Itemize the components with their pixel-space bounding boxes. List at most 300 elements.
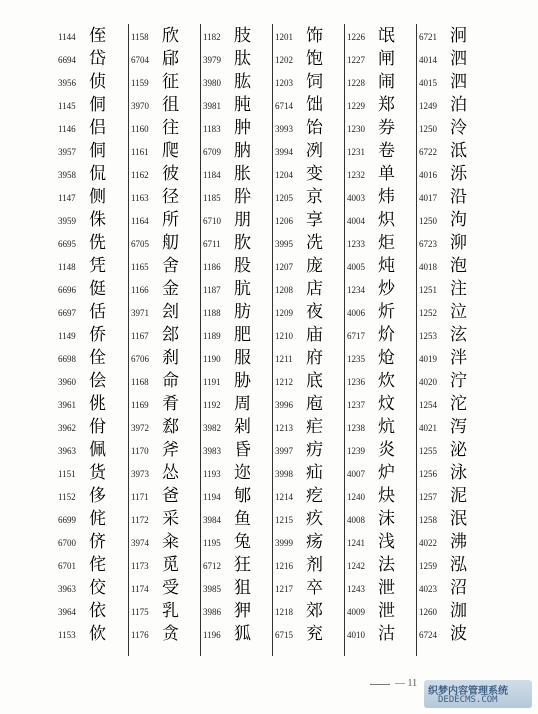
entry-character: 肥 xyxy=(234,325,251,345)
entry-character: 冽 xyxy=(306,141,323,161)
entry-number: 1164 xyxy=(131,216,149,226)
entry-number: 4021 xyxy=(419,423,437,433)
table-row xyxy=(345,415,417,438)
entry-character: 沸 xyxy=(450,532,467,552)
entry-number: 6705 xyxy=(131,239,149,249)
entry-character: 舠 xyxy=(162,233,179,253)
entry-number: 1209 xyxy=(275,308,293,318)
entry-number: 3980 xyxy=(203,78,221,88)
entry-character: 炕 xyxy=(378,417,395,437)
entry-number: 6715 xyxy=(275,630,293,640)
entry-number: 1258 xyxy=(419,515,437,525)
table-row xyxy=(129,576,201,599)
entry-character: 肮 xyxy=(234,279,251,299)
entry-character: 侃 xyxy=(89,164,106,184)
entry-character: 侩 xyxy=(89,371,106,391)
entry-character: 肢 xyxy=(234,26,251,46)
table-row xyxy=(273,24,345,47)
entry-number: 1257 xyxy=(419,492,437,502)
entry-character: 怂 xyxy=(162,463,179,483)
table-row xyxy=(345,461,417,484)
entry-number: 3963 xyxy=(58,446,76,456)
table-row xyxy=(273,93,345,116)
table-row xyxy=(273,116,345,139)
entry-character: 贪 xyxy=(162,624,179,644)
entry-character: 炊 xyxy=(378,371,395,391)
entry-character: 冼 xyxy=(306,233,323,253)
entry-number: 1229 xyxy=(347,101,365,111)
table-row xyxy=(129,369,201,392)
entry-character: 炜 xyxy=(378,187,395,207)
table-row xyxy=(345,392,417,415)
entry-character: 受 xyxy=(162,578,179,598)
entry-character: 爬 xyxy=(162,141,179,161)
table-row xyxy=(201,553,273,576)
table-row xyxy=(56,185,128,208)
table-row xyxy=(345,300,417,323)
table-column xyxy=(416,24,489,656)
entry-number: 1196 xyxy=(203,630,221,640)
table-row xyxy=(417,622,489,645)
table-row xyxy=(417,300,489,323)
entry-number: 6694 xyxy=(58,55,76,65)
entry-number: 1217 xyxy=(275,584,293,594)
entry-number: 3999 xyxy=(275,538,293,548)
table-column xyxy=(344,24,417,656)
table-row xyxy=(129,553,201,576)
entry-number: 1188 xyxy=(203,308,221,318)
entry-number: 1235 xyxy=(347,354,365,364)
entry-character: 郊 xyxy=(306,601,323,621)
entry-number: 1167 xyxy=(131,331,149,341)
entry-number: 1230 xyxy=(347,124,365,134)
entry-number: 3996 xyxy=(275,400,293,410)
entry-character: 斧 xyxy=(162,440,179,460)
entry-number: 6721 xyxy=(419,32,437,42)
entry-character: 疟 xyxy=(306,417,323,437)
table-row xyxy=(273,254,345,277)
entry-character: 泠 xyxy=(450,118,467,138)
entry-character: 佽 xyxy=(89,624,106,644)
entry-number: 1234 xyxy=(347,285,365,295)
entry-number: 1260 xyxy=(419,607,437,617)
table-row xyxy=(273,484,345,507)
entry-character: 泓 xyxy=(450,555,467,575)
table-column xyxy=(200,24,273,656)
table-row xyxy=(201,507,273,530)
entry-character: 沿 xyxy=(450,187,467,207)
table-row xyxy=(56,277,128,300)
table-row xyxy=(345,208,417,231)
entry-character: 侏 xyxy=(89,210,106,230)
entry-number: 1227 xyxy=(347,55,365,65)
entry-number: 3994 xyxy=(275,147,293,157)
entry-number: 1250 xyxy=(419,216,437,226)
entry-character: 郇 xyxy=(234,486,251,506)
entry-character: 炘 xyxy=(378,302,395,322)
entry-number: 3984 xyxy=(203,515,221,525)
table-row xyxy=(345,93,417,116)
table-row xyxy=(129,415,201,438)
entry-character: 兔 xyxy=(234,532,251,552)
entry-number: 3995 xyxy=(275,239,293,249)
entry-number: 1171 xyxy=(131,492,149,502)
table-row xyxy=(417,507,489,530)
entry-character: 狐 xyxy=(234,624,251,644)
entry-character: 炔 xyxy=(378,486,395,506)
table-row xyxy=(417,24,489,47)
entry-character: 泃 xyxy=(450,210,467,230)
entry-character: 剁 xyxy=(234,417,251,437)
table-row xyxy=(56,438,128,461)
table-row xyxy=(345,277,417,300)
folio-dash xyxy=(370,684,390,685)
entry-character: 迩 xyxy=(234,463,251,483)
table-row xyxy=(345,530,417,553)
table-row xyxy=(273,369,345,392)
entry-character: 庖 xyxy=(306,394,323,414)
entry-number: 6724 xyxy=(419,630,437,640)
entry-character: 命 xyxy=(162,371,179,391)
entry-number: 4015 xyxy=(419,78,437,88)
table-row xyxy=(201,185,273,208)
entry-character: 胁 xyxy=(234,371,251,391)
entry-number: 4008 xyxy=(347,515,365,525)
table-row xyxy=(201,438,273,461)
table-row xyxy=(345,438,417,461)
entry-number: 4007 xyxy=(347,469,365,479)
entry-number: 1152 xyxy=(58,492,76,502)
table-row xyxy=(129,93,201,116)
table-row xyxy=(417,553,489,576)
entry-character: 侂 xyxy=(89,509,106,529)
entry-number: 6696 xyxy=(58,285,76,295)
entry-number: 3981 xyxy=(203,101,221,111)
entry-character: 泺 xyxy=(450,164,467,184)
entry-character: 泣 xyxy=(450,302,467,322)
entry-character: 郈 xyxy=(162,49,179,69)
entry-character: 乳 xyxy=(162,601,179,621)
entry-character: 侹 xyxy=(89,279,106,299)
entry-number: 1147 xyxy=(58,193,76,203)
entry-number: 1218 xyxy=(275,607,293,617)
table-row xyxy=(56,70,128,93)
table-row xyxy=(273,576,345,599)
table-column xyxy=(272,24,345,656)
table-row xyxy=(417,530,489,553)
table-row xyxy=(129,622,201,645)
entry-number: 1190 xyxy=(203,354,221,364)
entry-character: 泇 xyxy=(450,601,467,621)
entry-character: 单 xyxy=(378,164,395,184)
entry-character: 肸 xyxy=(234,187,251,207)
table-row xyxy=(201,70,273,93)
entry-character: 往 xyxy=(162,118,179,138)
table-row xyxy=(56,553,128,576)
entry-number: 6711 xyxy=(203,239,221,249)
entry-number: 1254 xyxy=(419,400,437,410)
table-row xyxy=(273,507,345,530)
entry-character: 泥 xyxy=(450,486,467,506)
entry-character: 炒 xyxy=(378,279,395,299)
table-row xyxy=(56,346,128,369)
entry-character: 剂 xyxy=(306,555,323,575)
watermark-url: DEDECMS.COM xyxy=(438,695,498,705)
table-row xyxy=(129,185,201,208)
table-row xyxy=(56,369,128,392)
table-row xyxy=(273,346,345,369)
table-row xyxy=(56,139,128,162)
entry-number: 1159 xyxy=(131,78,149,88)
table-row xyxy=(129,346,201,369)
entry-number: 3956 xyxy=(58,78,76,88)
entry-number: 6706 xyxy=(131,354,149,364)
entry-character: 泮 xyxy=(450,348,467,368)
entry-character: 郄 xyxy=(162,417,179,437)
entry-number: 1206 xyxy=(275,216,293,226)
table-row xyxy=(129,530,201,553)
entry-character: 享 xyxy=(306,210,323,230)
table-row xyxy=(417,93,489,116)
entry-number: 1208 xyxy=(275,285,293,295)
character-table xyxy=(56,24,486,656)
entry-character: 依 xyxy=(89,601,106,621)
entry-number: 1255 xyxy=(419,446,437,456)
table-row xyxy=(345,323,417,346)
table-row xyxy=(129,599,201,622)
entry-character: 征 xyxy=(162,72,179,92)
entry-character: 饰 xyxy=(306,26,323,46)
entry-number: 1205 xyxy=(275,193,293,203)
entry-number: 1253 xyxy=(419,331,437,341)
entry-number: 1172 xyxy=(131,515,149,525)
entry-character: 炖 xyxy=(378,256,395,276)
entry-character: 闸 xyxy=(378,49,395,69)
entry-character: 岱 xyxy=(89,49,106,69)
entry-character: 波 xyxy=(450,624,467,644)
table-row xyxy=(129,162,201,185)
entry-character: 泯 xyxy=(450,509,467,529)
table-row xyxy=(129,323,201,346)
entry-number: 4023 xyxy=(419,584,437,594)
entry-character: 疚 xyxy=(306,509,323,529)
entry-number: 6712 xyxy=(203,561,221,571)
entry-number: 1232 xyxy=(347,170,365,180)
entry-number: 4014 xyxy=(419,55,437,65)
entry-character: 狙 xyxy=(234,578,251,598)
entry-number: 4019 xyxy=(419,354,437,364)
entry-character: 疙 xyxy=(306,486,323,506)
entry-character: 泡 xyxy=(450,256,467,276)
entry-character: 佸 xyxy=(89,302,106,322)
entry-character: 侗 xyxy=(89,95,106,115)
entry-number: 1241 xyxy=(347,538,365,548)
table-row xyxy=(273,553,345,576)
entry-character: 狎 xyxy=(234,601,251,621)
table-row xyxy=(273,323,345,346)
table-row xyxy=(417,438,489,461)
table-row xyxy=(273,300,345,323)
table-row xyxy=(345,622,417,645)
entry-character: 泄 xyxy=(378,601,395,621)
table-row xyxy=(201,392,273,415)
table-column xyxy=(128,24,201,656)
table-row xyxy=(345,254,417,277)
entry-character: 法 xyxy=(378,555,395,575)
entry-number: 1233 xyxy=(347,239,365,249)
entry-character: 泗 xyxy=(450,72,467,92)
table-row xyxy=(417,47,489,70)
entry-number: 1149 xyxy=(58,331,76,341)
entry-character: 饲 xyxy=(306,72,323,92)
table-row xyxy=(129,70,201,93)
entry-number: 4022 xyxy=(419,538,437,548)
entry-number: 1259 xyxy=(419,561,437,571)
entry-number: 3993 xyxy=(275,124,293,134)
entry-character: 炌 xyxy=(378,325,395,345)
entry-number: 1162 xyxy=(131,170,149,180)
table-row xyxy=(273,392,345,415)
table-row xyxy=(201,231,273,254)
entry-character: 泖 xyxy=(450,233,467,253)
entry-number: 3998 xyxy=(275,469,293,479)
table-row xyxy=(417,254,489,277)
table-row xyxy=(56,599,128,622)
entry-number: 3963 xyxy=(58,584,76,594)
entry-number: 6723 xyxy=(419,239,437,249)
entry-number: 1168 xyxy=(131,377,149,387)
table-row xyxy=(273,530,345,553)
table-row xyxy=(129,392,201,415)
entry-character: 泫 xyxy=(450,325,467,345)
table-row xyxy=(56,461,128,484)
entry-character: 籴 xyxy=(162,532,179,552)
entry-number: 4005 xyxy=(347,262,365,272)
entry-number: 3972 xyxy=(131,423,149,433)
entry-character: 泞 xyxy=(450,371,467,391)
entry-character: 庞 xyxy=(306,256,323,276)
entry-number: 1242 xyxy=(347,561,365,571)
entry-character: 侈 xyxy=(89,486,106,506)
entry-character: 郐 xyxy=(162,325,179,345)
entry-number: 1151 xyxy=(58,469,76,479)
table-row xyxy=(56,415,128,438)
entry-character: 徂 xyxy=(162,95,179,115)
entry-character: 凭 xyxy=(89,256,106,276)
entry-number: 3960 xyxy=(58,377,76,387)
table-row xyxy=(417,415,489,438)
table-row xyxy=(345,346,417,369)
entry-character: 狂 xyxy=(234,555,251,575)
entry-number: 1166 xyxy=(131,285,149,295)
table-row xyxy=(273,622,345,645)
table-row xyxy=(56,116,128,139)
entry-character: 店 xyxy=(306,279,323,299)
table-row xyxy=(345,599,417,622)
entry-number: 1163 xyxy=(131,193,149,203)
entry-number: 1185 xyxy=(203,193,221,203)
table-row xyxy=(129,438,201,461)
entry-number: 1228 xyxy=(347,78,365,88)
entry-number: 1236 xyxy=(347,377,365,387)
entry-character: 欣 xyxy=(162,26,179,46)
table-row xyxy=(417,162,489,185)
entry-character: 变 xyxy=(306,164,323,184)
entry-character: 鱼 xyxy=(234,509,251,529)
entry-number: 3985 xyxy=(203,584,221,594)
table-row xyxy=(417,461,489,484)
table-row xyxy=(273,185,345,208)
entry-number: 1252 xyxy=(419,308,437,318)
entry-character: 沫 xyxy=(378,509,395,529)
entry-number: 1216 xyxy=(275,561,293,571)
table-row xyxy=(417,208,489,231)
entry-character: 股 xyxy=(234,256,251,276)
entry-character: 侨 xyxy=(89,325,106,345)
entry-character: 侧 xyxy=(89,187,106,207)
entry-character: 闹 xyxy=(378,72,395,92)
entry-number: 1214 xyxy=(275,492,293,502)
table-row xyxy=(129,461,201,484)
entry-number: 1237 xyxy=(347,400,365,410)
entry-character: 炉 xyxy=(378,463,395,483)
entry-number: 3997 xyxy=(275,446,293,456)
entry-number: 6698 xyxy=(58,354,76,364)
table-row xyxy=(273,461,345,484)
entry-number: 3986 xyxy=(203,607,221,617)
entry-number: 6700 xyxy=(58,538,76,548)
entry-number: 6697 xyxy=(58,308,76,318)
entry-character: 服 xyxy=(234,348,251,368)
table-row xyxy=(417,599,489,622)
table-row xyxy=(201,369,273,392)
entry-character: 佾 xyxy=(89,417,106,437)
entry-character: 炆 xyxy=(378,394,395,414)
entry-character: 肷 xyxy=(234,233,251,253)
entry-number: 1243 xyxy=(347,584,365,594)
entry-character: 肱 xyxy=(234,72,251,92)
table-row xyxy=(56,93,128,116)
entry-character: 京 xyxy=(306,187,323,207)
entry-number: 6710 xyxy=(203,216,221,226)
entry-character: 肭 xyxy=(234,141,251,161)
entry-character: 泌 xyxy=(450,440,467,460)
entry-number: 1170 xyxy=(131,446,149,456)
entry-number: 6701 xyxy=(58,561,76,571)
table-row xyxy=(273,47,345,70)
entry-number: 3971 xyxy=(131,308,149,318)
entry-character: 所 xyxy=(162,210,179,230)
table-row xyxy=(345,576,417,599)
entry-number: 1204 xyxy=(275,170,293,180)
entry-number: 1195 xyxy=(203,538,221,548)
table-row xyxy=(129,24,201,47)
table-row xyxy=(56,254,128,277)
table-row xyxy=(56,507,128,530)
entry-number: 6704 xyxy=(131,55,149,65)
table-row xyxy=(273,438,345,461)
entry-number: 3958 xyxy=(58,170,76,180)
entry-character: 彼 xyxy=(162,164,179,184)
page-number: — 11 xyxy=(395,678,418,689)
entry-character: 侣 xyxy=(89,118,106,138)
entry-number: 4003 xyxy=(347,193,365,203)
entry-character: 胀 xyxy=(234,164,251,184)
entry-character: 炝 xyxy=(378,348,395,368)
entry-character: 侗 xyxy=(89,141,106,161)
table-row xyxy=(201,139,273,162)
table-row xyxy=(201,93,273,116)
